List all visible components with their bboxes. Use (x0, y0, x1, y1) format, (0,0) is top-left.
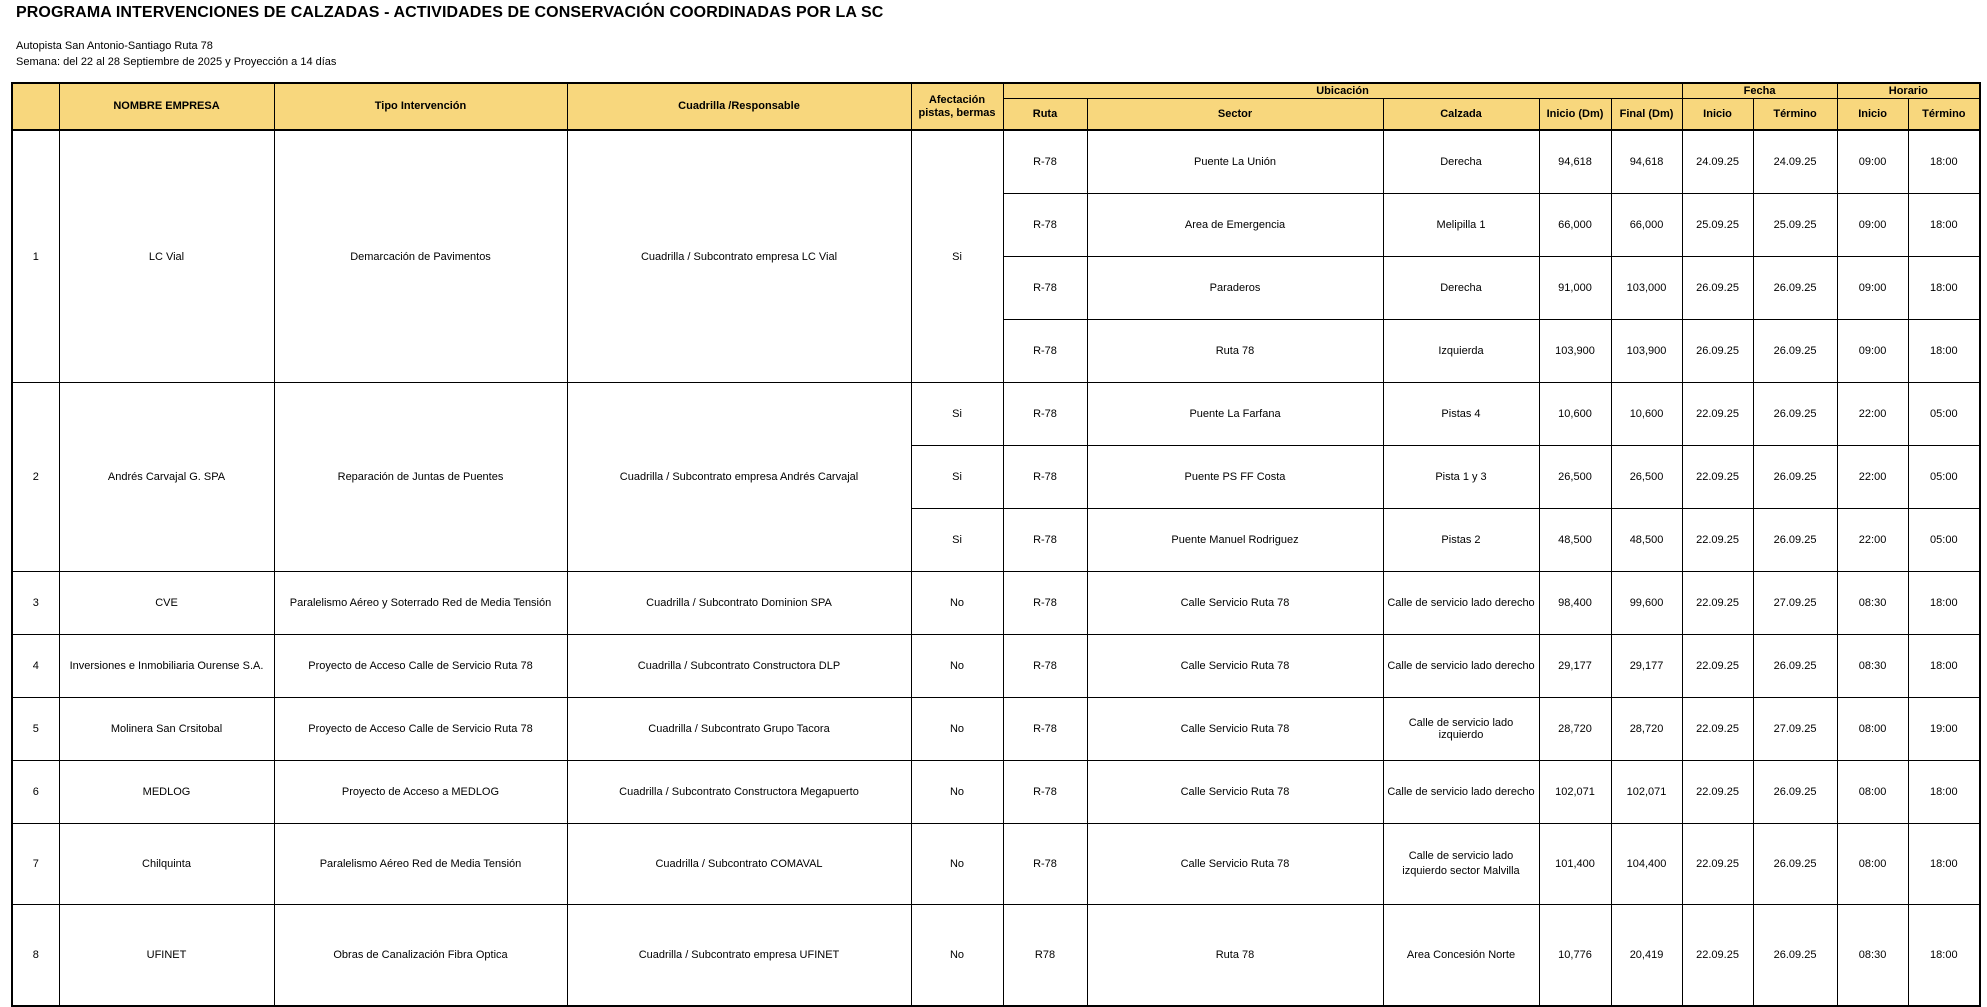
cell-hora-inicio: 08:30 (1837, 905, 1908, 1007)
row-number: 5 (12, 698, 59, 761)
header-final-dm: Final (Dm) (1611, 99, 1682, 131)
cell-final-dm: 102,071 (1611, 761, 1682, 824)
header-sector: Sector (1087, 99, 1383, 131)
header-horario-inicio: Inicio (1837, 99, 1908, 131)
cell-fecha-inicio: 26.09.25 (1682, 320, 1753, 383)
cell-final-dm: 103,900 (1611, 320, 1682, 383)
cell-fecha-termino: 27.09.25 (1753, 698, 1837, 761)
cell-fecha-termino: 26.09.25 (1753, 509, 1837, 572)
cell-calzada: Pistas 2 (1383, 509, 1539, 572)
cell-afectacion: Si (911, 130, 1003, 383)
cell-final-dm: 48,500 (1611, 509, 1682, 572)
cell-ruta: R-78 (1003, 824, 1087, 905)
cell-hora-inicio: 09:00 (1837, 320, 1908, 383)
cell-afectacion: No (911, 824, 1003, 905)
cell-afectacion: Si (911, 446, 1003, 509)
cell-tipo: Proyecto de Acceso Calle de Servicio Ruta 78 (274, 698, 567, 761)
cell-hora-termino: 18:00 (1908, 194, 1980, 257)
cell-empresa: Inversiones e Inmobiliaria Ourense S.A. (59, 635, 274, 698)
cell-calzada: Calle de servicio lado izquierdo sector Malvilla (1383, 824, 1539, 905)
row-number: 3 (12, 572, 59, 635)
cell-hora-termino: 18:00 (1908, 130, 1980, 194)
cell-sector: Puente PS FF Costa (1087, 446, 1383, 509)
cell-inicio-dm: 103,900 (1539, 320, 1611, 383)
cell-fecha-inicio: 22.09.25 (1682, 446, 1753, 509)
cell-sector: Ruta 78 (1087, 320, 1383, 383)
cell-tipo: Paralelismo Aéreo y Soterrado Red de Media Tensión (274, 572, 567, 635)
header-ruta: Ruta (1003, 99, 1087, 131)
header-tipo-intervencion: Tipo Intervención (274, 83, 567, 130)
cell-fecha-termino: 26.09.25 (1753, 905, 1837, 1007)
cell-hora-inicio: 22:00 (1837, 446, 1908, 509)
cell-inicio-dm: 91,000 (1539, 257, 1611, 320)
cell-afectacion: No (911, 905, 1003, 1007)
cell-fecha-termino: 26.09.25 (1753, 635, 1837, 698)
row-number: 7 (12, 824, 59, 905)
cell-fecha-termino: 25.09.25 (1753, 194, 1837, 257)
cell-sector: Area de Emergencia (1087, 194, 1383, 257)
cell-sector: Puente La Farfana (1087, 383, 1383, 446)
row-number: 4 (12, 635, 59, 698)
cell-hora-termino: 18:00 (1908, 761, 1980, 824)
cell-fecha-termino: 24.09.25 (1753, 130, 1837, 194)
cell-ruta: R-78 (1003, 383, 1087, 446)
cell-ruta: R-78 (1003, 761, 1087, 824)
cell-calzada: Pista 1 y 3 (1383, 446, 1539, 509)
cell-sector: Calle Servicio Ruta 78 (1087, 698, 1383, 761)
cell-hora-inicio: 08:00 (1837, 824, 1908, 905)
header-calzada: Calzada (1383, 99, 1539, 131)
cell-cuadrilla: Cuadrilla / Subcontrato empresa UFINET (567, 905, 911, 1007)
cell-ruta: R-78 (1003, 446, 1087, 509)
cell-calzada: Calle de servicio lado derecho (1383, 635, 1539, 698)
table-row (12, 130, 1980, 194)
cell-inicio-dm: 98,400 (1539, 572, 1611, 635)
cell-hora-inicio: 08:30 (1837, 572, 1908, 635)
cell-calzada: Derecha (1383, 257, 1539, 320)
cell-empresa: MEDLOG (59, 761, 274, 824)
cell-cuadrilla: Cuadrilla / Subcontrato Grupo Tacora (567, 698, 911, 761)
cell-inicio-dm: 26,500 (1539, 446, 1611, 509)
cell-final-dm: 104,400 (1611, 824, 1682, 905)
cell-hora-termino: 18:00 (1908, 257, 1980, 320)
cell-sector: Ruta 78 (1087, 905, 1383, 1007)
cell-hora-termino: 19:00 (1908, 698, 1980, 761)
cell-hora-inicio: 09:00 (1837, 130, 1908, 194)
cell-hora-termino: 18:00 (1908, 824, 1980, 905)
header-afectacion: Afectación pistas, bermas (911, 83, 1003, 130)
cell-calzada: Calle de servicio lado derecho (1383, 572, 1539, 635)
cell-fecha-termino: 26.09.25 (1753, 320, 1837, 383)
table-row (12, 383, 1980, 446)
cell-ruta: R-78 (1003, 257, 1087, 320)
cell-afectacion: No (911, 761, 1003, 824)
cell-inicio-dm: 94,618 (1539, 130, 1611, 194)
cell-hora-termino: 05:00 (1908, 446, 1980, 509)
cell-sector: Calle Servicio Ruta 78 (1087, 824, 1383, 905)
cell-inicio-dm: 66,000 (1539, 194, 1611, 257)
cell-hora-inicio: 22:00 (1837, 383, 1908, 446)
cell-empresa: Chilquinta (59, 824, 274, 905)
cell-inicio-dm: 101,400 (1539, 824, 1611, 905)
cell-ruta: R-78 (1003, 635, 1087, 698)
cell-tipo: Proyecto de Acceso a MEDLOG (274, 761, 567, 824)
cell-tipo: Reparación de Juntas de Puentes (274, 383, 567, 572)
header-horario: Horario (1837, 83, 1980, 99)
header-inicio-dm: Inicio (Dm) (1539, 99, 1611, 131)
cell-hora-termino: 05:00 (1908, 509, 1980, 572)
cell-inicio-dm: 48,500 (1539, 509, 1611, 572)
cell-inicio-dm: 10,776 (1539, 905, 1611, 1007)
cell-inicio-dm: 102,071 (1539, 761, 1611, 824)
header-fecha-inicio: Inicio (1682, 99, 1753, 131)
cell-hora-inicio: 08:00 (1837, 698, 1908, 761)
header-cuadrilla: Cuadrilla /Responsable (567, 83, 911, 130)
cell-calzada: Pistas 4 (1383, 383, 1539, 446)
cell-tipo: Obras de Canalización Fibra Optica (274, 905, 567, 1007)
cell-hora-inicio: 09:00 (1837, 257, 1908, 320)
cell-sector: Puente Manuel Rodriguez (1087, 509, 1383, 572)
cell-tipo: Paralelismo Aéreo Red de Media Tensión (274, 824, 567, 905)
cell-fecha-inicio: 22.09.25 (1682, 572, 1753, 635)
cell-fecha-termino: 26.09.25 (1753, 824, 1837, 905)
subtitle-highway: Autopista San Antonio-Santiago Ruta 78 (16, 40, 213, 52)
cell-hora-termino: 18:00 (1908, 635, 1980, 698)
cell-calzada: Derecha (1383, 130, 1539, 194)
header-nombre-empresa: NOMBRE EMPRESA (59, 83, 274, 130)
cell-cuadrilla: Cuadrilla / Subcontrato empresa LC Vial (567, 130, 911, 383)
cell-fecha-inicio: 22.09.25 (1682, 509, 1753, 572)
cell-fecha-termino: 26.09.25 (1753, 257, 1837, 320)
cell-final-dm: 29,177 (1611, 635, 1682, 698)
table-row (12, 698, 1980, 761)
table-row (12, 905, 1980, 1007)
cell-fecha-inicio: 22.09.25 (1682, 635, 1753, 698)
cell-cuadrilla: Cuadrilla / Subcontrato Dominion SPA (567, 572, 911, 635)
table-row (12, 824, 1980, 905)
row-number: 1 (12, 130, 59, 383)
cell-calzada: Calle de servicio lado derecho (1383, 761, 1539, 824)
row-number: 2 (12, 383, 59, 572)
cell-fecha-inicio: 22.09.25 (1682, 761, 1753, 824)
cell-afectacion: Si (911, 509, 1003, 572)
cell-cuadrilla: Cuadrilla / Subcontrato empresa Andrés Carvajal (567, 383, 911, 572)
table-row (12, 761, 1980, 824)
cell-fecha-inicio: 22.09.25 (1682, 383, 1753, 446)
cell-cuadrilla: Cuadrilla / Subcontrato Constructora Megapuerto (567, 761, 911, 824)
cell-fecha-termino: 26.09.25 (1753, 383, 1837, 446)
cell-afectacion: No (911, 635, 1003, 698)
cell-ruta: R78 (1003, 905, 1087, 1007)
cell-final-dm: 103,000 (1611, 257, 1682, 320)
table-row (12, 572, 1980, 635)
cell-final-dm: 10,600 (1611, 383, 1682, 446)
cell-tipo: Proyecto de Acceso Calle de Servicio Ruta 78 (274, 635, 567, 698)
header-horario-termino: Término (1908, 99, 1980, 131)
cell-afectacion: No (911, 572, 1003, 635)
cell-ruta: R-78 (1003, 320, 1087, 383)
table-row (12, 635, 1980, 698)
cell-fecha-inicio: 22.09.25 (1682, 824, 1753, 905)
cell-sector: Puente La Unión (1087, 130, 1383, 194)
cell-hora-termino: 18:00 (1908, 572, 1980, 635)
cell-calzada: Calle de servicio lado izquierdo (1383, 698, 1539, 761)
cell-final-dm: 66,000 (1611, 194, 1682, 257)
row-number: 6 (12, 761, 59, 824)
cell-sector: Calle Servicio Ruta 78 (1087, 572, 1383, 635)
cell-inicio-dm: 28,720 (1539, 698, 1611, 761)
cell-fecha-inicio: 26.09.25 (1682, 257, 1753, 320)
cell-afectacion: Si (911, 383, 1003, 446)
cell-hora-inicio: 09:00 (1837, 194, 1908, 257)
cell-inicio-dm: 10,600 (1539, 383, 1611, 446)
cell-inicio-dm: 29,177 (1539, 635, 1611, 698)
cell-empresa: CVE (59, 572, 274, 635)
cell-empresa: Molinera San Crsitobal (59, 698, 274, 761)
cell-final-dm: 94,618 (1611, 130, 1682, 194)
cell-fecha-termino: 26.09.25 (1753, 446, 1837, 509)
cell-afectacion: No (911, 698, 1003, 761)
cell-hora-inicio: 08:00 (1837, 761, 1908, 824)
cell-final-dm: 26,500 (1611, 446, 1682, 509)
cell-fecha-inicio: 25.09.25 (1682, 194, 1753, 257)
cell-cuadrilla: Cuadrilla / Subcontrato Constructora DLP (567, 635, 911, 698)
cell-empresa: Andrés Carvajal G. SPA (59, 383, 274, 572)
cell-sector: Calle Servicio Ruta 78 (1087, 635, 1383, 698)
cell-fecha-inicio: 22.09.25 (1682, 905, 1753, 1007)
cell-ruta: R-78 (1003, 572, 1087, 635)
subtitle-week: Semana: del 22 al 28 Septiembre de 2025 y Proyección a 14 días (16, 56, 337, 68)
cell-ruta: R-78 (1003, 194, 1087, 257)
cell-final-dm: 99,600 (1611, 572, 1682, 635)
page-title: PROGRAMA INTERVENCIONES DE CALZADAS - ACTIVIDADES DE CONSERVACIÓN COORDINADAS POR LA SC (16, 4, 884, 21)
cell-fecha-inicio: 22.09.25 (1682, 698, 1753, 761)
cell-hora-termino: 18:00 (1908, 320, 1980, 383)
cell-hora-termino: 05:00 (1908, 383, 1980, 446)
cell-fecha-inicio: 24.09.25 (1682, 130, 1753, 194)
cell-calzada: Area Concesión Norte (1383, 905, 1539, 1007)
interventions-table (11, 82, 1981, 1007)
cell-ruta: R-78 (1003, 130, 1087, 194)
cell-tipo: Demarcación de Pavimentos (274, 130, 567, 383)
cell-ruta: R-78 (1003, 698, 1087, 761)
header-number (12, 83, 59, 130)
header-fecha-termino: Término (1753, 99, 1837, 131)
header-ubicacion: Ubicación (1003, 83, 1682, 99)
row-number: 8 (12, 905, 59, 1007)
cell-empresa: UFINET (59, 905, 274, 1007)
cell-final-dm: 20,419 (1611, 905, 1682, 1007)
cell-hora-termino: 18:00 (1908, 905, 1980, 1007)
cell-sector: Paraderos (1087, 257, 1383, 320)
cell-calzada: Izquierda (1383, 320, 1539, 383)
cell-fecha-termino: 27.09.25 (1753, 572, 1837, 635)
cell-calzada: Melipilla 1 (1383, 194, 1539, 257)
table-header (12, 83, 1980, 130)
cell-ruta: R-78 (1003, 509, 1087, 572)
cell-fecha-termino: 26.09.25 (1753, 761, 1837, 824)
cell-hora-inicio: 08:30 (1837, 635, 1908, 698)
header-fecha: Fecha (1682, 83, 1837, 99)
cell-empresa: LC Vial (59, 130, 274, 383)
cell-final-dm: 28,720 (1611, 698, 1682, 761)
cell-sector: Calle Servicio Ruta 78 (1087, 761, 1383, 824)
cell-cuadrilla: Cuadrilla / Subcontrato COMAVAL (567, 824, 911, 905)
cell-hora-inicio: 22:00 (1837, 509, 1908, 572)
